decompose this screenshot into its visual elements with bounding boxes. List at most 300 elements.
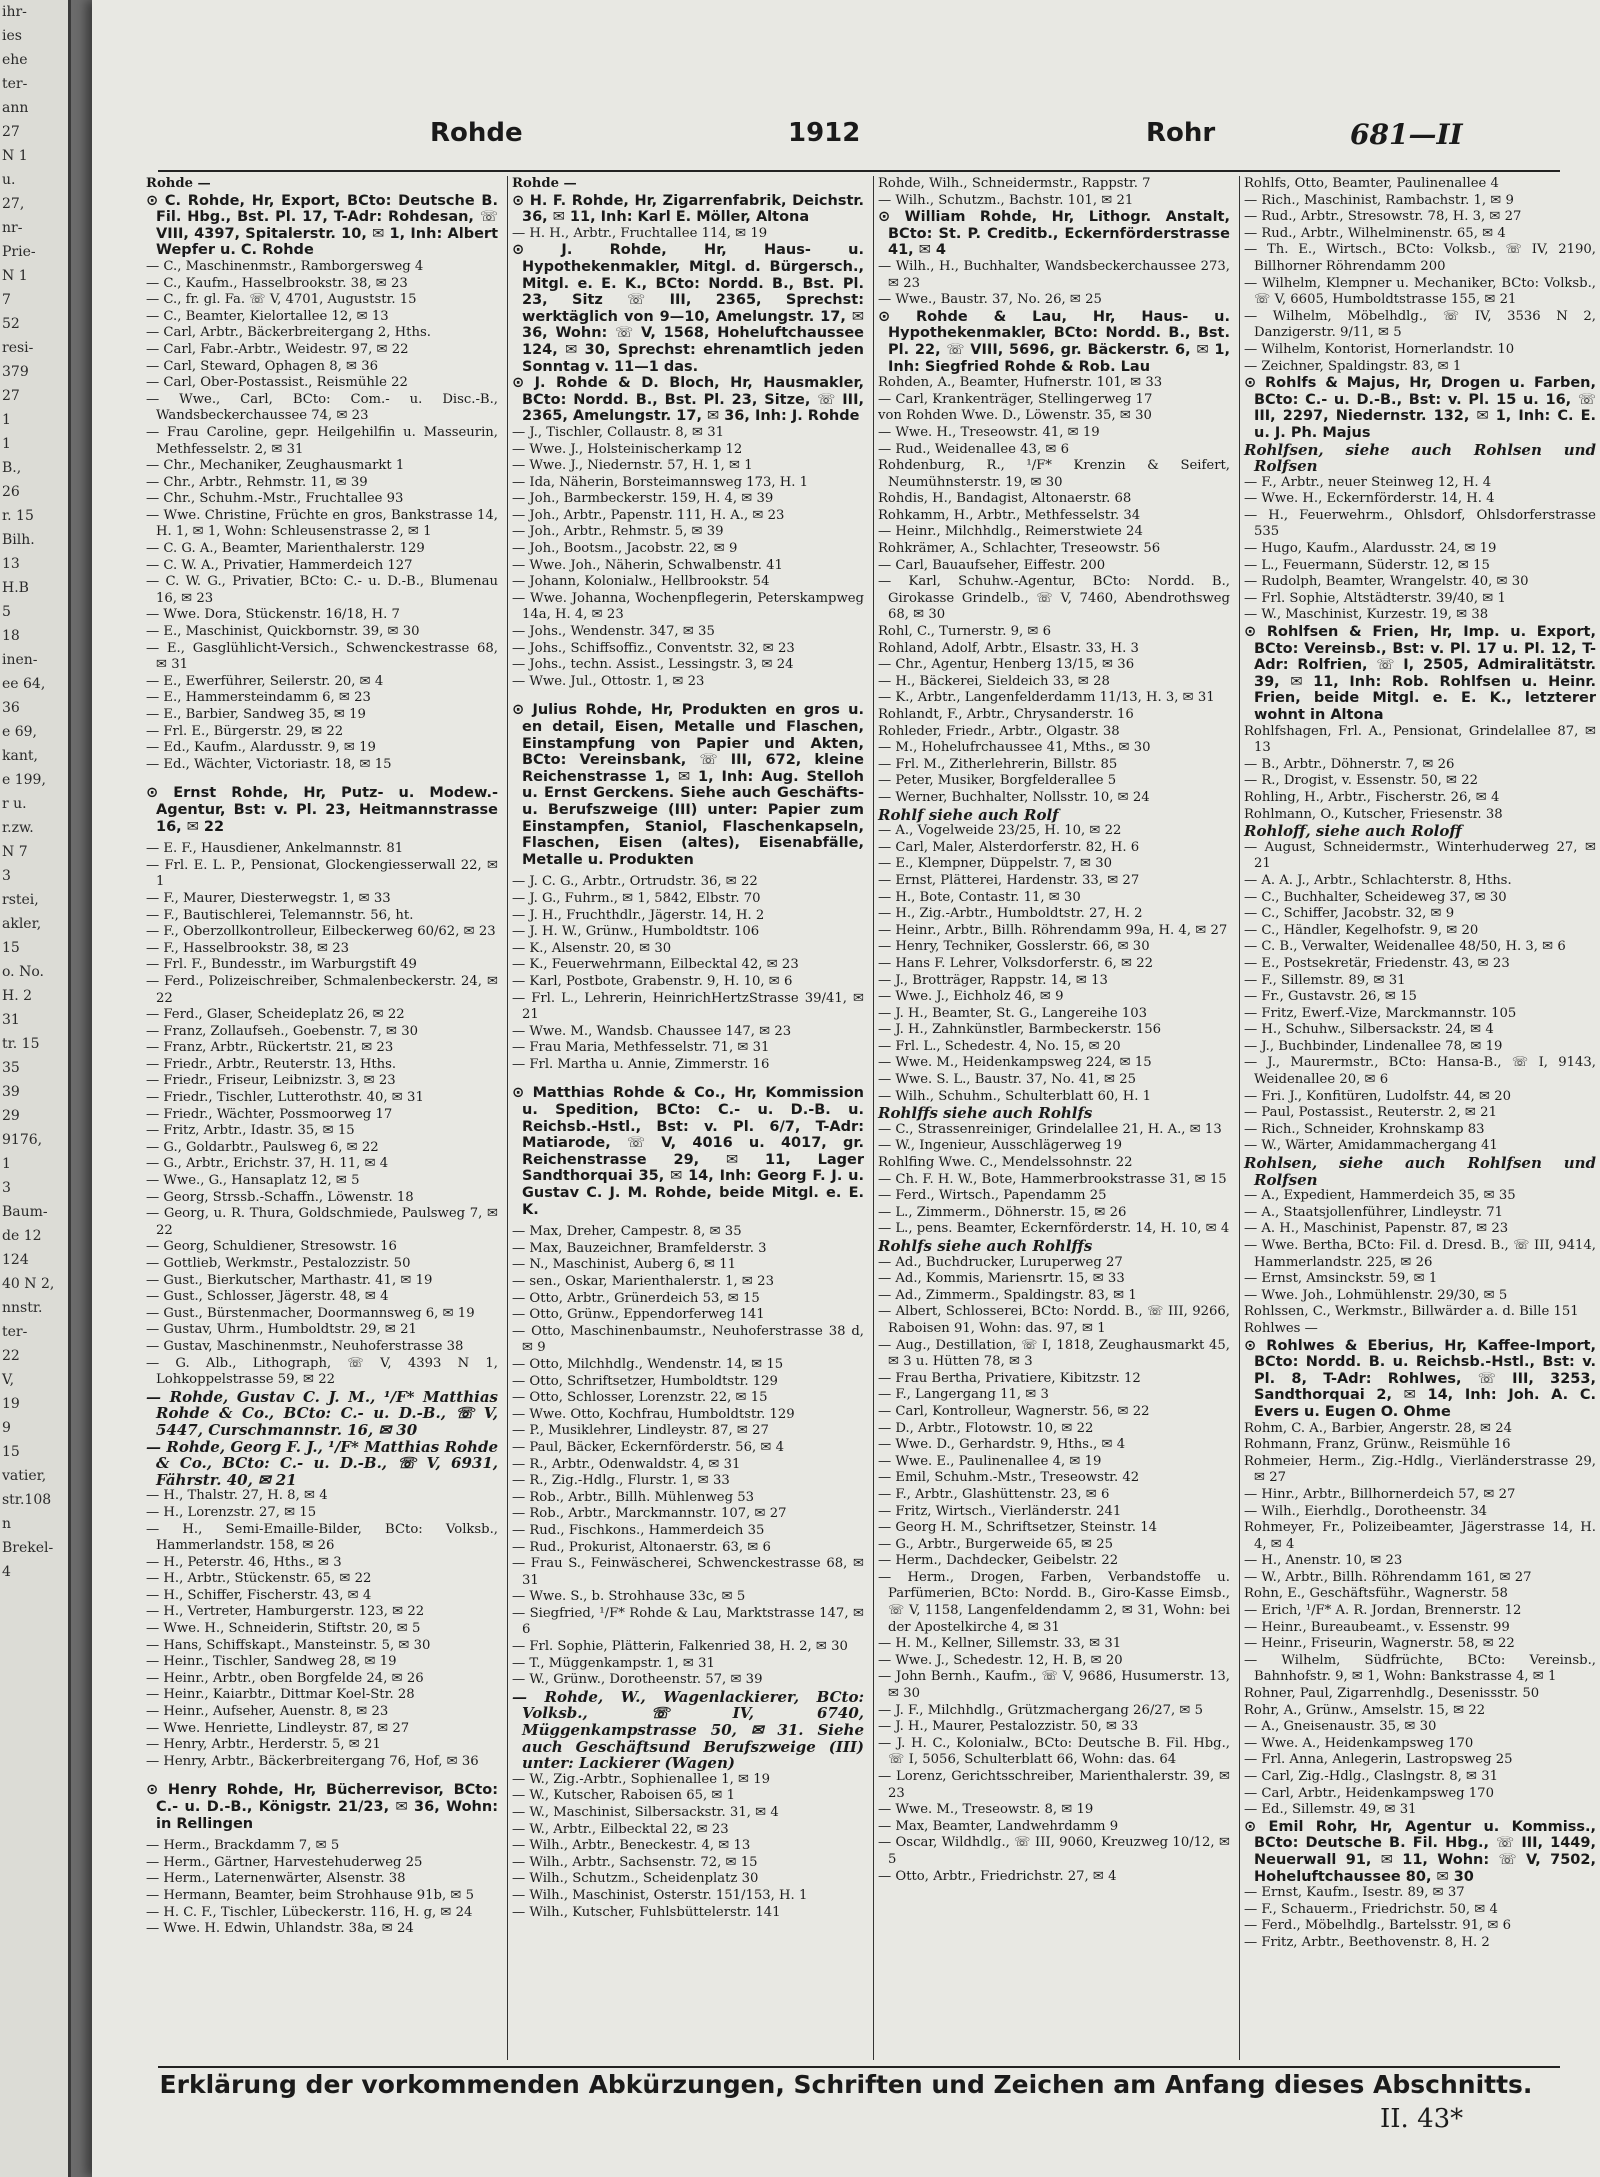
directory-entry: — R., Drogist, v. Essenstr. 50, ✉ 22 — [1244, 773, 1479, 789]
directory-entry: — Ad., Zimmerm., Spaldingstr. 83, ✉ 1 — [878, 1287, 1137, 1303]
directory-entry: — Friedr., Arbtr., Reuterstr. 13, Hths. — [146, 1056, 397, 1072]
directory-entry: — John Bernh., Kaufm., ☏ V, 9686, Husumerstr. 13, ✉ 30 — [878, 1669, 1230, 1702]
directory-entry: ⊙ J. Rohde & D. Bloch, Hr, Hausmakler, BCto: Nordd. B., Bst. Pl. 23, Sitze, ☏ III, 2365, Amelungstr. 17, ✉ 36, Inh: J. Rohde — [512, 375, 864, 425]
directory-entry: — Ernst, Amsinckstr. 59, ✉ 1 — [1244, 1271, 1438, 1287]
directory-entry: — Wwe. H. Edwin, Uhlandstr. 38a, ✉ 24 — [146, 1921, 414, 1937]
directory-entry: — Lorenz, Gerichtsschreiber, Marienthalerstr. 39, ✉ 23 — [878, 1769, 1230, 1801]
prev-page-fragment: 9 — [2, 1420, 11, 1436]
directory-entry: ⊙ Rohlfsen & Frien, Hr, Imp. u. Export, BCto: Vereinsb., Bst: v. Pl. 17 u. Pl. 12, T-Adr: Rolfrien, ☏ I, 2505, Admiralitätstr. 39, ✉ 11, Inh: Rob. Rohlfsen u. Heinr. Frien, beide Mitgl. e. E. K., letzterer wohnt in Altona — [1244, 624, 1596, 723]
header-year: 1912 — [788, 118, 861, 148]
directory-entry: — Heinr., Arbtr., oben Borgfelde 24, ✉ 26 — [146, 1670, 424, 1686]
directory-entry: — Heinr., Kaiarbtr., Dittmar Koel-Str. 28 — [146, 1687, 415, 1703]
directory-entry: — Georg H. M., Schriftsetzer, Steinstr. 14 — [878, 1520, 1157, 1536]
directory-entry: — Frl. L., Schedestr. 4, No. 15, ✉ 20 — [878, 1038, 1121, 1054]
directory-entry: — Gust., Schlosser, Jägerstr. 48, ✉ 4 — [146, 1289, 389, 1305]
previous-page-edge — [0, 0, 71, 2177]
directory-entry: — W., Grünw., Dorotheenstr. 57, ✉ 39 — [512, 1672, 763, 1688]
prev-page-fragment: Baum- — [2, 1204, 48, 1220]
directory-entry: — Gust., Bierkutscher, Marthastr. 41, ✉ 19 — [146, 1272, 433, 1288]
directory-entry: — H., Lorenzstr. 27, ✉ 15 — [146, 1504, 317, 1520]
directory-entry: von Rohden Wwe. D., Löwenstr. 35, ✉ 30 — [878, 408, 1152, 424]
header-right-keyword: Rohr — [1146, 118, 1216, 148]
directory-entry: Rohling, H., Arbtr., Fischerstr. 26, ✉ 4 — [1244, 789, 1500, 805]
directory-entry: — Rohde, W., Wagenlackierer, BCto: Volksb., ☏ IV, 6740, Müggenkampstrasse 50, ✉ 31. Siehe auch Geschäftsund Berufszweige (III) unter: Lackierer (Wagen) — [512, 1687, 864, 1773]
directory-entry: — Wwe. J., Schedestr. 12, H. B, ✉ 20 — [878, 1652, 1123, 1668]
header-left-keyword: Rohde — [430, 118, 523, 148]
directory-entry: — H., Schiffer, Fischerstr. 43, ✉ 4 — [146, 1587, 372, 1603]
directory-entry: — D., Arbtr., Flotowstr. 10, ✉ 22 — [878, 1420, 1094, 1436]
directory-entry: — Frl. E., Bürgerstr. 29, ✉ 22 — [146, 723, 344, 739]
directory-entry: — Ferd., Möbelhdlg., Bartelsstr. 91, ✉ 6 — [1244, 1918, 1512, 1934]
directory-entry: — Wwe. Bertha, BCto: Fil. d. Dresd. B., ☏ III, 9414, Hammerlandstr. 225, ✉ 26 — [1244, 1238, 1596, 1270]
directory-entry: — Carl, Arbtr., Bäckerbreitergang 2, Hths. — [146, 325, 431, 341]
directory-entry: — Frl. Anna, Anlegerin, Lastropsweg 25 — [1244, 1752, 1513, 1768]
directory-entry: — Ed., Sillemstr. 49, ✉ 31 — [1244, 1802, 1417, 1818]
directory-entry: Rohlfs, Otto, Beamter, Paulinenallee 4 — [1244, 176, 1499, 191]
directory-entry: — Heinr., Arbtr., Billh. Röhrendamm 99a, H. 4, ✉ 27 — [878, 922, 1228, 938]
prev-page-fragment: B., — [2, 460, 22, 476]
directory-entry: — Rich., Schneider, Krohnskamp 83 — [1244, 1121, 1485, 1137]
directory-entry: ⊙ Emil Rohr, Hr, Agentur u. Kommiss., BCto: Deutsche B. Fil. Hbg., ☏ III, 1449, Neuerwall 91, ✉ 11, Wohn: ☏ V, 7502, Hoheluftchaussee 80, ✉ 30 — [1244, 1818, 1596, 1885]
directory-entry: — W., Wärter, Amidammachergang 41 — [1244, 1138, 1498, 1154]
directory-entry: — Wwe. Dora, Stückenstr. 16/18, H. 7 — [146, 607, 400, 623]
footer-note: Erklärung der vorkommenden Abkürzungen, Schriften und Zeichen am Anfang dieses Abschnitts. — [159, 2070, 1533, 2099]
prev-page-fragment: 26 — [2, 484, 20, 500]
directory-entry: — J. H., Fruchthdlr., Jägerstr. 14, H. 2 — [512, 907, 765, 923]
directory-entry: — Fritz, Wirtsch., Vierländerstr. 241 — [878, 1503, 1122, 1519]
directory-entry: Rohde — — [146, 176, 211, 191]
prev-page-fragment: ter- — [2, 76, 28, 92]
directory-entry: — Wilhelm, Möbelhdlg., ☏ IV, 3536 N 2, Danzigerstr. 9/11, ✉ 5 — [1244, 308, 1596, 341]
directory-entry: Rohlffs siehe auch Rohlfs — [878, 1104, 1093, 1123]
directory-entry: — Wwe. Henriette, Lindleystr. 87, ✉ 27 — [146, 1720, 410, 1736]
directory-entry: — Carl, Zig.-Hdlg., Claslngstr. 8, ✉ 31 — [1244, 1769, 1499, 1784]
directory-entry: — Ch. F. H. W., Bote, Hammerbrookstrasse 31, ✉ 15 — [878, 1171, 1227, 1187]
directory-entry: — Rudolph, Beamter, Wrangelstr. 40, ✉ 30 — [1244, 574, 1529, 590]
directory-entry: — Johann, Kolonialw., Hellbrookstr. 54 — [512, 574, 770, 590]
directory-entry: — C., Maschinenmstr., Ramborgersweg 4 — [146, 258, 424, 274]
directory-entry: — Carl, Steward, Ophagen 8, ✉ 36 — [146, 358, 378, 374]
prev-page-fragment: tr. 15 — [2, 1036, 40, 1052]
directory-entry: — Fritz, Ewerf.-Vize, Marckmannstr. 105 — [1244, 1005, 1517, 1021]
directory-entry: — G., Goldarbtr., Paulsweg 6, ✉ 22 — [146, 1139, 379, 1155]
directory-entry: — Otto, Arbtr., Friedrichstr. 27, ✉ 4 — [878, 1868, 1117, 1884]
directory-entry: — Ferd., Glaser, Scheideplatz 26, ✉ 22 — [146, 1007, 405, 1023]
prev-page-fragment: 7 — [2, 292, 11, 308]
prev-page-fragment: r.zw. — [2, 820, 34, 836]
directory-entry: — Franz, Arbtr., Rückertstr. 21, ✉ 23 — [146, 1040, 394, 1056]
directory-entry: — Wilhelm, Kontorist, Hornerlandstr. 10 — [1244, 341, 1515, 357]
directory-entry: — Johs., Wendenstr. 347, ✉ 35 — [512, 624, 715, 640]
directory-entry: — Paul, Bäcker, Eckernförderstr. 56, ✉ 4 — [512, 1439, 784, 1455]
directory-entry: — J., Buchbinder, Lindenallee 78, ✉ 19 — [1244, 1038, 1503, 1054]
directory-entry: — Friedr., Tischler, Lutterothstr. 40, ✉ 31 — [146, 1090, 424, 1106]
directory-entry: — Hinr., Arbtr., Billhornerdeich 57, ✉ 27 — [1244, 1486, 1516, 1502]
directory-entry: — J. H. W., Grünw., Humboldtstr. 106 — [512, 924, 760, 940]
directory-entry: — W., Arbtr., Billh. Röhrendamm 161, ✉ 27 — [1244, 1569, 1532, 1585]
directory-entry: — H., Anenstr. 10, ✉ 23 — [1244, 1553, 1403, 1569]
prev-page-fragment: ihr- — [2, 4, 27, 20]
directory-entry: — Frau Bertha, Privatiere, Kibitzstr. 12 — [878, 1370, 1141, 1386]
directory-entry: — H., Schuhw., Silbersackstr. 24, ✉ 4 — [1244, 1022, 1494, 1038]
prev-page-fragment: akler, — [2, 916, 42, 932]
directory-entry: — Gottlieb, Werkmstr., Pestalozzistr. 50 — [146, 1256, 411, 1271]
directory-entry: — L., pens. Beamter, Eckernförderstr. 14, H. 10, ✉ 4 — [878, 1221, 1230, 1237]
prev-page-fragment: inen- — [2, 652, 38, 668]
directory-entry: — C. G. A., Beamter, Marienthalerstr. 129 — [146, 541, 425, 557]
directory-entry: — Ad., Kommis, Mariensrtr. 15, ✉ 33 — [878, 1271, 1125, 1287]
directory-columns — [146, 176, 1596, 2060]
directory-entry: — Ed., Wächter, Victoriastr. 18, ✉ 15 — [146, 756, 392, 772]
directory-entry: — Heinr., Milchhdlg., Reimerstwiete 24 — [878, 524, 1143, 540]
directory-entry: — H. M., Kellner, Sillemstr. 33, ✉ 31 — [878, 1636, 1122, 1652]
directory-entry: — Wwe. M., Heidenkampsweg 224, ✉ 15 — [878, 1055, 1152, 1071]
directory-entry: — Ferd., Polizeischreiber, Schmalenbeckerstr. 24, ✉ 22 — [146, 973, 498, 1006]
directory-entry: Rohden, A., Beamter, Hufnerstr. 101, ✉ 33 — [878, 375, 1163, 391]
directory-entry: — Ernst, Kaufm., Isestr. 89, ✉ 37 — [1244, 1885, 1465, 1901]
directory-entry: — sen., Oskar, Marienthalerstr. 1, ✉ 23 — [512, 1274, 774, 1289]
directory-entry: Rohmann, Franz, Grünw., Reismühle 16 — [1244, 1437, 1511, 1453]
prev-page-fragment: 1 — [2, 436, 11, 452]
directory-entry: — Fritz, Arbtr., Idastr. 35, ✉ 15 — [146, 1123, 355, 1139]
prev-page-fragment: V, — [2, 1372, 15, 1388]
directory-entry: — J., Maurermstr., BCto: Hansa-B., ☏ I, 9143, Weidenallee 20, ✉ 6 — [1244, 1055, 1596, 1088]
directory-entry: — Joh., Arbtr., Papenstr. 111, H. A., ✉ 23 — [512, 507, 785, 523]
directory-entry: — Georg, Strssb.-Schaffn., Löwenstr. 18 — [146, 1189, 414, 1205]
directory-entry: — Herm., Drogen, Farben, Verbandstoffe u. Parfümerien, BCto: Nordd. B., Giro-Kasse Eimsb., ☏ V, 1158, Langenfeldendamm 2, ✉ 31, Wohn: bei der Apostelkirche 4, ✉ 31 — [878, 1569, 1230, 1635]
directory-entry: — Werner, Buchhalter, Nollsstr. 10, ✉ 24 — [878, 789, 1150, 805]
directory-entry: — Wilhelm, Südfrüchte, BCto: Vereinsb., Bahnhofstr. 9, ✉ 1, Wohn: Bankstrasse 4, ✉ 1 — [1244, 1652, 1596, 1685]
directory-entry: — Wwe., Baustr. 37, No. 26, ✉ 25 — [878, 292, 1102, 308]
prev-page-fragment: kant, — [2, 748, 38, 764]
directory-entry: ⊙ Ernst Rohde, Hr, Putz- u. Modew.-Agentur, Bst: v. Pl. 23, Heitmannstrasse 16, ✉ 22 — [146, 785, 498, 835]
directory-entry: — Rob., Arbtr., Billh. Mühlenweg 53 — [512, 1489, 754, 1505]
page-header — [92, 112, 1600, 152]
directory-entry: — Chr., Agentur, Henberg 13/15, ✉ 36 — [878, 657, 1135, 673]
directory-entry: Rohdenburg, R., ¹/F* Krenzin & Seifert, Neumühnsterstr. 19, ✉ 30 — [878, 458, 1230, 490]
prev-page-fragment: 52 — [2, 316, 20, 332]
directory-entry: Rohl, C., Turnerstr. 9, ✉ 6 — [878, 624, 1052, 640]
directory-entry: — Friedr., Wächter, Possmoorweg 17 — [146, 1106, 393, 1122]
directory-entry: — Carl, Arbtr., Heidenkampsweg 170 — [1244, 1785, 1494, 1801]
directory-entry: — Ed., Kaufm., Alardusstr. 9, ✉ 19 — [146, 740, 376, 756]
prev-page-fragment: 22 — [2, 1348, 20, 1364]
directory-entry: — Wwe. Joh., Lohmühlenstr. 29/30, ✉ 5 — [1244, 1287, 1508, 1303]
directory-entry: — Wwe. Johanna, Wochenpflegerin, Peterskampweg 14a, H. 4, ✉ 23 — [512, 590, 864, 623]
directory-entry: — J. C. G., Arbtr., Ortrudstr. 36, ✉ 22 — [512, 874, 758, 890]
directory-entry: — E., Gasglühlicht-Versich., Schwenckestrasse 68, ✉ 31 — [146, 640, 498, 673]
directory-entry: Rohkrämer, A., Schlachter, Treseowstr. 56 — [878, 541, 1161, 557]
directory-entry: — Ferd., Wirtsch., Papendamm 25 — [878, 1188, 1107, 1204]
directory-entry: Rohmeier, Herm., Zig.-Hdlg., Vierländerstrasse 29, ✉ 27 — [1244, 1453, 1596, 1486]
directory-entry: — C. W. A., Privatier, Hammerdeich 127 — [146, 557, 413, 573]
prev-page-fragment: 39 — [2, 1084, 20, 1100]
directory-entry: — F., Maurer, Diesterwegstr. 1, ✉ 33 — [146, 890, 391, 906]
directory-entry: Rohlmann, O., Kutscher, Friesenstr. 38 — [1244, 806, 1503, 822]
directory-entry: — Ida, Näherin, Borsteimannsweg 173, H. 1 — [512, 474, 809, 490]
directory-entry: — Hugo, Kaufm., Alardusstr. 24, ✉ 19 — [1244, 541, 1497, 557]
directory-entry: — Carl, Maler, Alsterdorferstr. 82, H. 6 — [878, 839, 1140, 855]
directory-entry: — Wilh., Arbtr., Beneckestr. 4, ✉ 13 — [512, 1838, 751, 1854]
directory-entry: — Rohde, Georg F. J., ¹/F* Matthias Rohde & Co., BCto: C.- u. D.-B., ☏ V, 6931, Fährstr. 40, ✉ 21 — [146, 1437, 498, 1489]
directory-entry: — Ernst, Plätterei, Hardenstr. 33, ✉ 27 — [878, 872, 1140, 888]
directory-entry: — Heinr., Friseurin, Wagnerstr. 58, ✉ 22 — [1244, 1636, 1515, 1652]
directory-entry: Rohde — — [512, 176, 577, 191]
prev-page-fragment: 1 — [2, 1156, 11, 1172]
directory-entry: — Rich., Maschinist, Rambachstr. 1, ✉ 9 — [1244, 192, 1514, 208]
directory-entry: — H., Bote, Contastr. 11, ✉ 30 — [878, 889, 1081, 905]
directory-entry: — Hermann, Beamter, beim Strohhause 91b, ✉ 5 — [146, 1887, 475, 1903]
directory-entry: Rohland, Adolf, Arbtr., Elsastr. 33, H. 3 — [878, 640, 1139, 656]
prev-page-fragment: 5 — [2, 604, 11, 620]
directory-entry: — W., Arbtr., Eilbecktal 22, ✉ 23 — [512, 1821, 729, 1837]
directory-entry: — F., Oberzollkontrolleur, Eilbeckerweg 60/62, ✉ 23 — [146, 924, 496, 940]
prev-page-fragment: r u. — [2, 796, 27, 812]
directory-entry: — Carl, Ober-Postassist., Reismühle 22 — [146, 375, 408, 391]
directory-entry: — N., Maschinist, Auberg 6, ✉ 11 — [512, 1257, 737, 1273]
directory-entry: — Otto, Maschinenbaumstr., Neuhoferstrasse 38 d, ✉ 9 — [512, 1323, 864, 1356]
directory-entry: — C. W. G., Privatier, BCto: C.- u. D.-B., Blumenau 16, ✉ 23 — [146, 574, 498, 606]
header-page-number: 681—II — [1350, 118, 1463, 151]
directory-entry: — Wwe. D., Gerhardstr. 9, Hths., ✉ 4 — [878, 1437, 1126, 1453]
directory-entry: — C., Schiffer, Jacobstr. 32, ✉ 9 — [1244, 906, 1455, 922]
directory-entry: — Zeichner, Spaldingstr. 83, ✉ 1 — [1244, 358, 1462, 374]
directory-entry: — L., Zimmerm., Döhnerstr. 15, ✉ 26 — [878, 1204, 1127, 1220]
directory-entry: — Frl. F., Bundesstr., im Warburgstift 49 — [146, 957, 417, 973]
directory-entry: — Wilh., Arbtr., Sachsenstr. 72, ✉ 15 — [512, 1854, 758, 1870]
directory-entry: — A. H., Maschinist, Papenstr. 87, ✉ 23 — [1244, 1221, 1509, 1237]
prev-page-fragment: 3 — [2, 868, 11, 884]
directory-entry: — Frl. Sophie, Altstädterstr. 39/40, ✉ 1 — [1244, 590, 1506, 606]
prev-page-fragment: 124 — [2, 1252, 29, 1268]
prev-page-fragment: rstei, — [2, 892, 39, 908]
directory-entry: — E., Postsekretär, Friedenstr. 43, ✉ 23 — [1244, 955, 1510, 971]
directory-entry: — Joh., Bootsm., Jacobstr. 22, ✉ 9 — [512, 541, 738, 557]
directory-entry: — W., Maschinist, Silbersackstr. 31, ✉ 4 — [512, 1805, 779, 1820]
prev-page-fragment: 15 — [2, 1444, 20, 1460]
prev-page-fragment: 1 — [2, 412, 11, 428]
prev-page-fragment: ee 64, — [2, 676, 46, 692]
directory-entry: — Wwe. Joh., Näherin, Schwalbenstr. 41 — [512, 557, 783, 573]
directory-entry: — E. F., Hausdiener, Ankelmannstr. 81 — [146, 841, 404, 857]
directory-entry: — Henry, Arbtr., Herderstr. 5, ✉ 21 — [146, 1737, 381, 1753]
directory-entry: — C., Strassenreiniger, Grindelallee 21, H. A., ✉ 13 — [878, 1121, 1222, 1137]
prev-page-fragment: ann — [2, 100, 29, 116]
directory-entry: — Aug., Destillation, ☏ I, 1818, Zeughausmarkt 45, ✉ 3 u. Hütten 78, ✉ 3 — [878, 1337, 1230, 1370]
directory-entry: — Wwe. J., Holsteinischerkamp 12 — [512, 441, 743, 457]
directory-entry: — T., Müggenkampstr. 1, ✉ 31 — [512, 1655, 715, 1671]
directory-entry: — Gustav, Maschinenmstr., Neuhoferstrasse 38 — [146, 1338, 464, 1354]
directory-entry: — Rob., Arbtr., Marckmannstr. 107, ✉ 27 — [512, 1506, 787, 1522]
directory-entry: — F., Bautischlerei, Telemannstr. 56, ht. — [146, 907, 414, 923]
directory-entry: — Wilh., Kutscher, Fuhlsbüttelerstr. 141 — [512, 1904, 781, 1920]
prev-page-fragment: 31 — [2, 1012, 20, 1028]
directory-entry: — C., Kaufm., Hasselbrookstr. 38, ✉ 23 — [146, 275, 408, 291]
directory-entry: — Carl, Fabr.-Arbtr., Weidestr. 97, ✉ 22 — [146, 341, 409, 357]
directory-entry: — Gust., Bürstenmacher, Doormannsweg 6, ✉ 19 — [146, 1305, 475, 1321]
directory-entry: — K., Arbtr., Langenfelderdamm 11/13, H. 3, ✉ 31 — [878, 690, 1215, 706]
directory-entry: ⊙ William Rohde, Hr, Lithogr. Anstalt, BCto: St. P. Creditb., Eckernförderstrasse 41, ✉ 4 — [878, 209, 1230, 259]
directory-entry: — C., Buchhalter, Scheideweg 37, ✉ 30 — [1244, 889, 1507, 905]
prev-page-fragment: resi- — [2, 340, 34, 356]
directory-entry: — Albert, Schlosserei, BCto: Nordd. B., ☏ III, 9266, Raboisen 91, Wohn: das. 97, ✉ 1 — [878, 1304, 1230, 1336]
directory-entry: Rohlfsen, siehe auch Rohlsen und Rolfsen — [1244, 440, 1596, 476]
directory-entry: — Rud., Fischkons., Hammerdeich 35 — [512, 1522, 765, 1538]
directory-entry: — Wwe. H., Schneiderin, Stiftstr. 20, ✉ 5 — [146, 1621, 421, 1637]
prev-page-fragment: 15 — [2, 940, 20, 956]
directory-entry: — Frl. L., Lehrerin, HeinrichHertzStrasse 39/41, ✉ 21 — [512, 990, 864, 1023]
directory-entry: — F., Arbtr., Glashüttenstr. 23, ✉ 6 — [878, 1486, 1110, 1502]
directory-entry: — Georg, Schuldiener, Stresowstr. 16 — [146, 1239, 397, 1255]
directory-entry: Rohleder, Friedr., Arbtr., Olgastr. 38 — [878, 723, 1120, 739]
directory-entry: — Rud., Arbtr., Stresowstr. 78, H. 3, ✉ 27 — [1244, 209, 1522, 225]
directory-entry: — Johs., techn. Assist., Lessingstr. 3, ✉ 24 — [512, 657, 794, 673]
directory-entry: ⊙ Matthias Rohde & Co., Hr, Kommission u. Spedition, BCto: C.- u. D.-B. u. Reichsb.-Hstl., Bst: v. Pl. 6/7, T-Adr: Matiarode, ☏ V, 4016 u. 4017, gr. Reichenstrasse 29, ✉ 11, Lager Sandthorquai 35, ✉ 14, Inh: Georg F. J. u. Gustav C. J. M. Rohde, beide Mitgl. e. E. K. — [512, 1085, 864, 1218]
prev-page-fragment: str.108 — [2, 1492, 52, 1508]
directory-entry: — Paul, Postassist., Reuterstr. 2, ✉ 21 — [1244, 1105, 1497, 1121]
directory-entry: — Wilh., Schuhm., Schulterblatt 60, H. 1 — [878, 1088, 1151, 1104]
directory-entry: — Gustav, Uhrm., Humboldtstr. 29, ✉ 21 — [146, 1322, 417, 1338]
directory-entry: — Frl. E. L. P., Pensionat, Glockengiesserwall 22, ✉ 1 — [146, 857, 498, 890]
prev-page-fragment: 27, — [2, 196, 25, 212]
directory-entry: ⊙ Julius Rohde, Hr, Produkten en gros u. en detail, Eisen, Metalle und Flaschen, Einstampfung von Papier und Akten, BCto: Vereinsbank, ☏ III, 672, kleine Reichenstrasse 1, ✉ 1, Inh: Aug. Stelloh u. Ernst Gerckens. Siehe auch Geschäfts- u. Berufszweige (III) unter: Papier zum Einstampfen, Staniol, Flaschenkapseln, Flaschen, Eisen (altes), Eisenabfälle, Metalle u. Produkten — [512, 702, 864, 868]
directory-entry: — Heinr., Aufseher, Auenstr. 8, ✉ 23 — [146, 1704, 389, 1720]
prev-page-fragment: e 69, — [2, 724, 37, 740]
directory-entry: Rohlandt, F., Arbtr., Chrysanderstr. 16 — [878, 707, 1134, 722]
prev-page-fragment: N 1 — [2, 268, 28, 284]
directory-entry: — Wwe. Christine, Früchte en gros, Bankstrasse 14, H. 1, ✉ 1, Wohn: Schleusenstrasse 2, ✉ 1 — [146, 507, 498, 540]
directory-entry: — H. H., Arbtr., Fruchtallee 114, ✉ 19 — [512, 225, 768, 241]
directory-entry: — Franz, Zollaufseh., Goebenstr. 7, ✉ 30 — [146, 1023, 419, 1039]
directory-entry: — K., Feuerwehrmann, Eilbecktal 42, ✉ 23 — [512, 957, 799, 973]
directory-entry: — Joh., Arbtr., Rehmstr. 5, ✉ 39 — [512, 524, 724, 540]
directory-entry: — Wwe. A., Heidenkampsweg 170 — [1244, 1735, 1474, 1751]
directory-entry: — Frl. M., Zitherlehrerin, Billstr. 85 — [878, 756, 1118, 772]
directory-entry: — E., Barbier, Sandweg 35, ✉ 19 — [146, 707, 366, 722]
directory-entry: — A., Expedient, Hammerdeich 35, ✉ 35 — [1244, 1188, 1516, 1204]
directory-entry: — G., Arbtr., Erichstr. 37, H. 11, ✉ 4 — [146, 1156, 389, 1172]
directory-entry: — Wwe. H., Eckernförderstr. 14, H. 4 — [1244, 491, 1495, 507]
prev-page-fragment: de 12 — [2, 1228, 42, 1244]
directory-entry: — Joh., Barmbeckerstr. 159, H. 4, ✉ 39 — [512, 491, 774, 507]
directory-entry: — Herm., Laternenwärter, Alsenstr. 38 — [146, 1871, 406, 1887]
directory-entry: — Henry, Techniker, Gosslerstr. 66, ✉ 30 — [878, 939, 1150, 955]
directory-entry: — F., Schauerm., Friedrichstr. 50, ✉ 4 — [1244, 1901, 1498, 1917]
directory-entry: — Otto, Arbtr., Grünerdeich 53, ✉ 15 — [512, 1290, 760, 1306]
column-1 — [146, 176, 498, 2060]
directory-entry: — J. G., Fuhrm., ✉ 1, 5842, Elbstr. 70 — [512, 890, 761, 906]
prev-page-fragment: n — [2, 1516, 12, 1532]
directory-entry: — C., Händler, Kegelhofstr. 9, ✉ 20 — [1244, 922, 1479, 938]
directory-entry: — Georg, u. R. Thura, Goldschmiede, Paulsweg 7, ✉ 22 — [146, 1206, 498, 1238]
directory-entry: — H., Feuerwehrm., Ohlsdorf, Ohlsdorferstrasse 535 — [1244, 507, 1596, 540]
footer-rule — [158, 2066, 1560, 2068]
directory-entry: — E., Hammersteindamm 6, ✉ 23 — [146, 690, 371, 706]
directory-entry: — Wwe. M., Treseowstr. 8, ✉ 19 — [878, 1802, 1094, 1818]
directory-entry: — Frl. Martha u. Annie, Zimmerstr. 16 — [512, 1056, 770, 1072]
directory-entry: — A., Vogelweide 23/25, H. 10, ✉ 22 — [878, 823, 1122, 839]
directory-entry: — Rud., Prokurist, Altonaerstr. 63, ✉ 6 — [512, 1539, 771, 1555]
directory-entry: — C. B., Verwalter, Weidenallee 48/50, H. 3, ✉ 6 — [1244, 939, 1566, 955]
directory-entry: — M., Hohelufrchaussee 41, Mths., ✉ 30 — [878, 740, 1151, 756]
directory-entry: — Chr., Schuhm.-Mstr., Fruchtallee 93 — [146, 491, 404, 507]
directory-entry: — Max, Beamter, Landwehrdamm 9 — [878, 1818, 1119, 1834]
directory-entry: — J. H. C., Kolonialw., BCto: Deutsche B. Fil. Hbg., ☏ I, 5056, Schulterblatt 66, Wohn: das. 64 — [878, 1735, 1230, 1768]
directory-entry: — Frau Caroline, gepr. Heilgehilfin u. Masseurin, Methfesselstr. 2, ✉ 31 — [146, 424, 498, 457]
directory-entry: Rohloff, siehe auch Roloff — [1244, 822, 1462, 841]
directory-entry: — Wilh., Eierhdlg., Dorotheenstr. 34 — [1244, 1503, 1488, 1519]
directory-entry: — Karl, Schuhw.-Agentur, BCto: Nordd. B., Girokasse Grindelb., ☏ V, 7460, Abendrothsweg 68, ✉ 30 — [878, 574, 1230, 623]
directory-entry: — B., Arbtr., Döhnerstr. 7, ✉ 26 — [1244, 756, 1455, 772]
directory-entry: — Herm., Gärtner, Harvestehuderweg 25 — [146, 1854, 423, 1870]
directory-entry: Rohde, Wilh., Schneidermstr., Rappstr. 7 — [878, 176, 1151, 191]
directory-entry: — Hans F. Lehrer, Volksdorferstr. 6, ✉ 22 — [878, 955, 1154, 971]
directory-entry: — F., Hasselbrookstr. 38, ✉ 23 — [146, 940, 350, 956]
directory-entry: Rohlssen, C., Werkmstr., Billwärder a. d. Bille 151 — [1244, 1304, 1579, 1320]
directory-entry: — August, Schneidermstr., Winterhuderweg 27, ✉ 21 — [1244, 839, 1596, 872]
footer-page-number: II. 43* — [1380, 2104, 1464, 2134]
header-rule — [158, 170, 1560, 172]
prev-page-fragment: 40 N 2, — [2, 1276, 55, 1292]
directory-entry: — Max, Bauzeichner, Bramfelderstr. 3 — [512, 1240, 767, 1256]
directory-entry: — K., Alsenstr. 20, ✉ 30 — [512, 940, 672, 956]
directory-entry: — F., Sillemstr. 89, ✉ 31 — [1244, 972, 1406, 988]
directory-entry: — Wwe. H., Treseowstr. 41, ✉ 19 — [878, 424, 1100, 440]
directory-entry: — Th. E., Wirtsch., BCto: Volksb., ☏ IV, 2190, Billhorner Röhrendamm 200 — [1244, 242, 1596, 274]
directory-entry: — Carl, Kontrolleur, Wagnerstr. 56, ✉ 22 — [878, 1403, 1150, 1419]
directory-entry: ⊙ Henry Rohde, Hr, Bücherrevisor, BCto: C.- u. D.-B., Königstr. 21/23, ✉ 36, Wohn: in Rellingen — [146, 1782, 498, 1832]
prev-page-fragment: nr- — [2, 220, 23, 236]
directory-entry: — Chr., Mechaniker, Zeughausmarkt 1 — [146, 458, 405, 474]
directory-entry: Rohm, C. A., Barbier, Angerstr. 28, ✉ 24 — [1244, 1420, 1512, 1436]
directory-entry: — Frau S., Feinwäscherei, Schwenckestrasse 68, ✉ 31 — [512, 1556, 864, 1588]
directory-entry: — Fritz, Arbtr., Beethovenstr. 8, H. 2 — [1244, 1934, 1490, 1950]
directory-entry: — Herm., Brackdamm 7, ✉ 5 — [146, 1838, 340, 1854]
directory-entry: — H., Semi-Emaille-Bilder, BCto: Volksb., Hammerlandstr. 158, ✉ 26 — [146, 1521, 498, 1554]
directory-entry: Rohdis, H., Bandagist, Altonaerstr. 68 — [878, 491, 1132, 507]
prev-page-fragment: r. 15 — [2, 508, 34, 524]
directory-entry: — Carl, Bauaufseher, Eiffestr. 200 — [878, 557, 1106, 573]
directory-entry: — H., Bäckerei, Sieldeich 33, ✉ 28 — [878, 673, 1110, 689]
prev-page-fragment: H.B — [2, 580, 29, 596]
directory-entry: — Peter, Musiker, Borgfelderallee 5 — [878, 773, 1117, 789]
prev-page-fragment: H. 2 — [2, 988, 33, 1004]
directory-entry: ⊙ C. Rohde, Hr, Export, BCto: Deutsche B. Fil. Hbg., Bst. Pl. 17, T-Adr: Rohdesan, ☏ VIII, 4397, Spitalerstr. 10, ✉ 1, Inh: Albert Wepfer u. C. Rohde — [146, 192, 498, 259]
prev-page-fragment: 36 — [2, 700, 20, 716]
directory-entry: — Wwe., G., Hansaplatz 12, ✉ 5 — [146, 1173, 360, 1189]
directory-entry: — Emil, Schuhm.-Mstr., Treseowstr. 42 — [878, 1470, 1140, 1486]
directory-entry: Rohner, Paul, Zigarrenhdlg., Desenissstr. 50 — [1244, 1686, 1540, 1702]
prev-page-fragment: ies — [2, 28, 22, 44]
directory-entry: Rohlfs siehe auch Rohlffs — [878, 1237, 1093, 1255]
directory-entry: — Frl. Sophie, Plätterin, Falkenried 38, H. 2, ✉ 30 — [512, 1639, 848, 1655]
directory-entry: — H., Thalstr. 27, H. 8, ✉ 4 — [146, 1488, 328, 1504]
prev-page-fragment: 29 — [2, 1108, 20, 1124]
directory-page — [92, 0, 1600, 2177]
directory-entry: Rohlwes — — [1244, 1320, 1318, 1336]
directory-entry: — Siegfried, ¹/F* Rohde & Lau, Marktstrasse 147, ✉ 6 — [512, 1605, 864, 1638]
directory-entry: — E., Maschinist, Quickbornstr. 39, ✉ 30 — [146, 624, 420, 640]
directory-entry: — Ad., Buchdrucker, Luruperweg 27 — [878, 1254, 1123, 1270]
directory-entry: — Fr., Gustavstr. 26, ✉ 15 — [1244, 989, 1417, 1005]
directory-entry: — Wwe. M., Wandsb. Chaussee 147, ✉ 23 — [512, 1023, 792, 1039]
directory-entry: — Wilhelm, Klempner u. Mechaniker, BCto: Volksb., ☏ V, 6605, Humboldtstrasse 155, ✉ 21 — [1244, 275, 1596, 308]
prev-page-fragment: 27 — [2, 388, 20, 404]
directory-entry: — Hans, Schiffskapt., Mansteinstr. 5, ✉ 30 — [146, 1637, 431, 1653]
directory-entry: ⊙ Rohlwes & Eberius, Hr, Kaffee-Import, BCto: Nordd. B. u. Reichsb.-Hstl., Bst: v. Pl. 8, T-Adr: Rohlwes, ☏ III, 3253, Sandthorquai 2, ✉ 14, Inh: Joh. A. C. Evers u. Eugen O. Ohme — [1244, 1337, 1596, 1420]
prev-page-fragment: u. — [2, 172, 16, 188]
directory-entry: Rohlsen, siehe auch Rohlfsen und Rolfsen — [1244, 1154, 1596, 1189]
